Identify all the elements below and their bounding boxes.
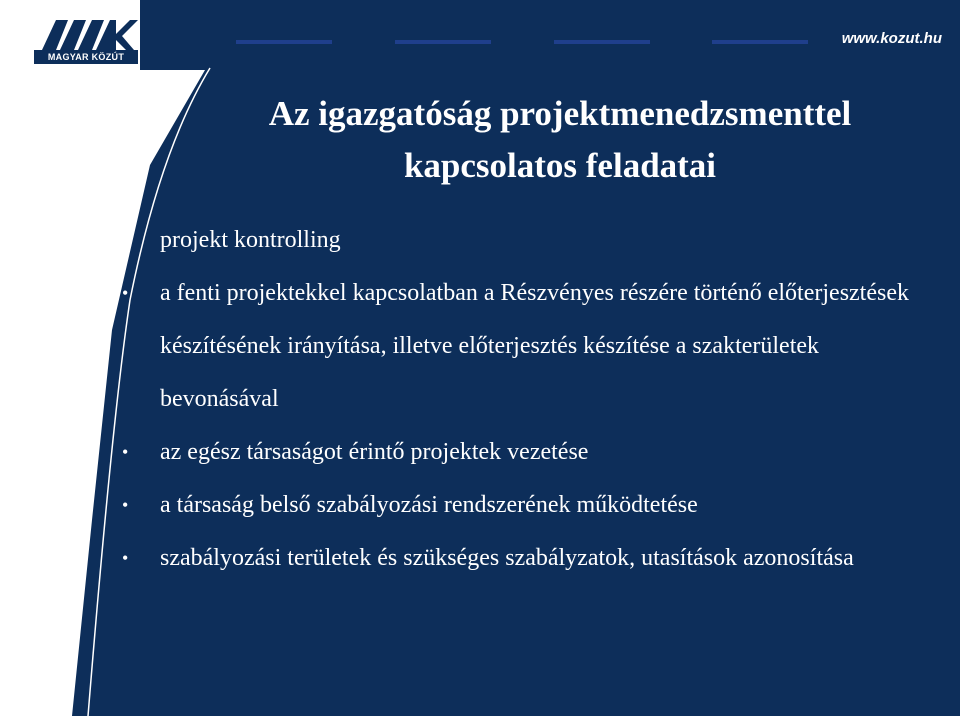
bullet-text: a társaság belső szabályozási rendszerének működtetése	[160, 492, 698, 518]
bullet-icon: •	[122, 495, 129, 515]
bullet-item	[122, 214, 922, 267]
bullet-text: szabályozási területek és szükséges szabályzatok, utasítások azonosítása	[160, 545, 854, 571]
bullet-icon: •	[122, 548, 129, 568]
title-line-2: kapcsolatos feladatai	[403, 146, 717, 185]
header-bar-4	[712, 40, 808, 44]
bullet-icon: •	[122, 283, 129, 303]
bullet-icon: •	[122, 230, 129, 250]
logo-mark-icon	[34, 14, 138, 54]
bullet-text: projekt kontrolling	[160, 227, 341, 253]
title-line-1: Az igazgatóság projektmenedzsmenttel	[268, 94, 852, 133]
website-url[interactable]: www.kozut.hu	[841, 30, 942, 47]
bullet-item	[122, 426, 922, 479]
header-bar-2	[395, 40, 491, 44]
logo-text: MAGYAR KÖZÚT	[47, 52, 125, 62]
bullet-icon: •	[122, 442, 129, 462]
header-bar-3	[554, 40, 650, 44]
bullet-item	[122, 532, 922, 585]
slide-title	[180, 88, 940, 192]
header-bar-1	[236, 40, 332, 44]
bullet-text: a fenti projektekkel kapcsolatban a Részvényes részére történő előterjesztések készítésének irányítása, illetve előterjesztés készítése a szakterületek bevonásával	[160, 280, 909, 412]
magyar-kozut-logo	[34, 14, 138, 70]
bullet-text: az egész társaságot érintő projektek vezetése	[160, 439, 589, 465]
bullet-item	[122, 479, 922, 532]
bullet-list	[122, 214, 922, 585]
bullet-item	[122, 267, 922, 426]
